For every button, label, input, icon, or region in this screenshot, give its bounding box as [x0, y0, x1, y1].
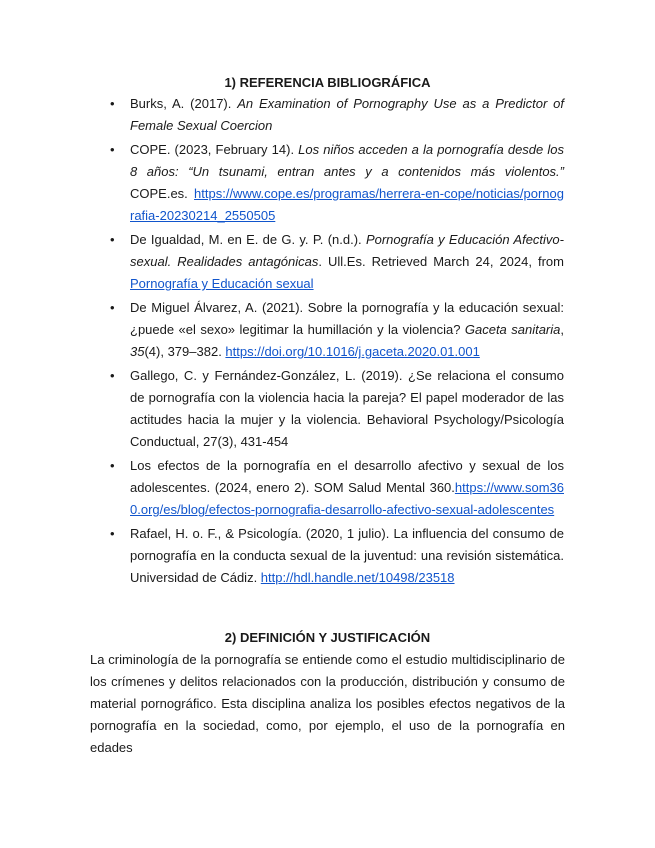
section-1-title: 1) REFERENCIA BIBLIOGRÁFICA: [224, 75, 431, 90]
reference-link[interactable]: https://www.som360.org/es/blog/efectos-pornografia-desarrollo-afectivo-sexual-adolescentes: [130, 480, 564, 517]
bullet: •: [110, 142, 115, 157]
reference-link[interactable]: Pornografía y Educación sexual: [130, 276, 314, 291]
reference-author: COPE. (2023, February 14).: [130, 142, 299, 157]
reference-journal: Gaceta sanitaria: [464, 322, 561, 337]
bullet: •: [110, 368, 115, 383]
section-2-paragraph: La criminología de la pornografía se entiende como el estudio multidisciplinario de los crímenes y delitos relacionados con la producción, distribución y consumo de material pornográfico. Esta disciplina analiza los posibles efectos negativos de la pornografía en la sociedad, como, por ejemplo, el uso de la pornografía en edades: [90, 652, 565, 755]
reference-link[interactable]: https://doi.org/10.1016/j.gaceta.2020.01.001: [225, 344, 480, 359]
bullet: •: [110, 96, 115, 111]
reference-source: COPE.es.: [130, 186, 188, 201]
reference-item: [0, 455, 564, 521]
reference-link[interactable]: https://www.cope.es/programas/herrera-en-cope/noticias/pornografia-20230214_2550505: [130, 186, 564, 223]
reference-item: • De Miguel Álvarez, A. (2021). Sobre la pornografía y la educación sexual: ¿puede «el sexo» legitimar la humillación y la violencia? Gaceta sanitaria, 35(4), 379–382. https://doi.org/10.1016/j.gaceta.2020.01.001: [0, 297, 564, 363]
reference-author: Burks, A. (2017).: [130, 96, 238, 111]
reference-item: [0, 523, 564, 589]
reference-volume: 35: [130, 344, 145, 359]
reference-text: Los efectos de la pornografía en el desarrollo afectivo y sexual de los adolescentes. (2024, enero 2). SOM Salud Mental 360.: [130, 458, 564, 495]
reference-item: [0, 139, 564, 227]
reference-author: De Igualdad, M. en E. de G. y. P. (n.d.).: [130, 232, 366, 247]
reference-item: [0, 365, 564, 453]
bullet: •: [110, 526, 115, 541]
reference-text: Gallego, C. y Fernández-González, L. (2019). ¿Se relaciona el consumo de pornografía con la violencia hacia la pareja? El papel moderador de las actitudes hacia la mujer y la violencia. Behavioral Psychology/Psicología Conductual, 27(3), 431-454: [130, 368, 564, 449]
bullet: •: [110, 458, 115, 473]
reference-text: Rafael, H. o. F., & Psicología. (2020, 1 julio). La influencia del consumo de pornografía en la conducta sexual de la juventud: una revisión sistemática. Universidad de Cádiz.: [130, 526, 564, 585]
reference-list: [0, 93, 655, 589]
reference-link[interactable]: http://hdl.handle.net/10498/23518: [260, 570, 455, 585]
reference-title: Los niños acceden a la pornografía desde los 8 años: “Un tsunami, entran antes y a contenidos más violentos.”: [130, 142, 564, 179]
reference-author: De Miguel Álvarez, A. (2021). Sobre la pornografía y la educación sexual: ¿puede «el sexo» legitimar la humillación y la violencia?: [130, 300, 564, 337]
reference-source: . Ull.Es. Retrieved March 24, 2024, from: [318, 254, 564, 269]
section-2-title: 2) DEFINICIÓN Y JUSTIFICACIÓN: [224, 630, 431, 645]
bullet: •: [110, 232, 115, 247]
reference-item: [0, 229, 564, 295]
reference-item: [0, 93, 564, 137]
reference-pages: (4), 379–382.: [144, 344, 226, 359]
reference-title: Pornografía y Educación Afectivo-sexual. Realidades antagónicas: [130, 232, 564, 269]
reference-title: An Examination of Pornography Use as a Predictor of Female Sexual Coercion: [130, 96, 565, 133]
bullet: •: [110, 300, 115, 315]
